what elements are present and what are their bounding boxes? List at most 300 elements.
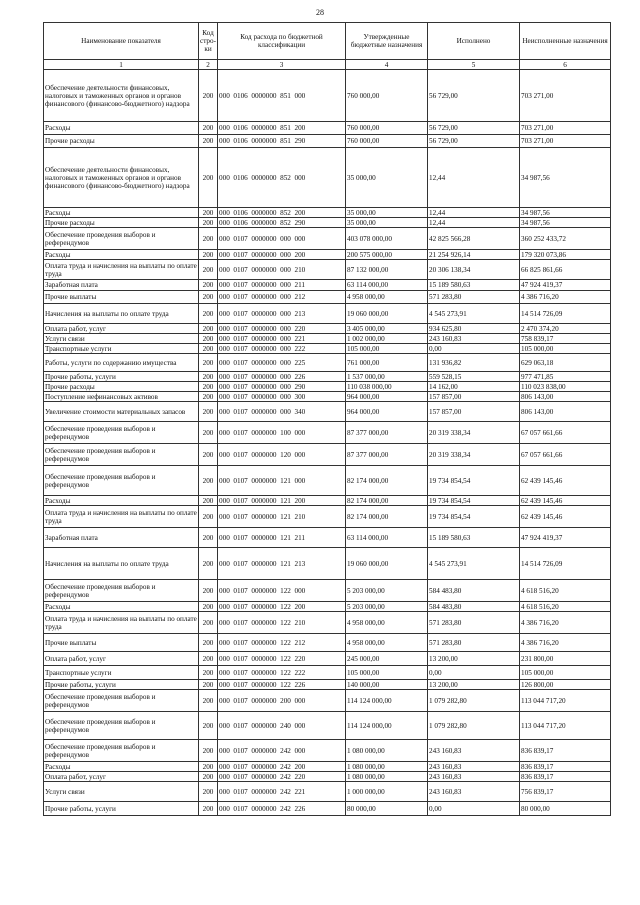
table-row	[44, 772, 611, 782]
line-code: 200	[199, 70, 218, 122]
line-code: 200	[199, 392, 218, 402]
executed-amount: 157 857,00	[428, 392, 520, 402]
executed-amount: 12,44	[428, 218, 520, 228]
expense-code: 000 0107 0000000 000 225	[218, 354, 346, 372]
executed-amount: 56 729,00	[428, 122, 520, 135]
expense-code: 000 0107 0000000 000 221	[218, 334, 346, 344]
header-approved: Утвержденные бюджетные назначения	[346, 23, 428, 60]
unexecuted-amount: 126 800,00	[520, 680, 611, 690]
indicator-name: Увеличение стоимости материальных запасов	[44, 402, 199, 422]
expense-code: 000 0107 0000000 000 213	[218, 304, 346, 324]
unexecuted-amount: 4 618 516,20	[520, 602, 611, 612]
approved-amount: 87 377 000,00	[346, 444, 428, 466]
table-row	[44, 548, 611, 580]
table-row	[44, 280, 611, 291]
approved-amount: 200 575 000,00	[346, 250, 428, 260]
expense-code: 000 0107 0000000 242 226	[218, 802, 346, 816]
unexecuted-amount: 231 800,00	[520, 652, 611, 666]
approved-amount: 5 203 000,00	[346, 580, 428, 602]
executed-amount: 243 160,83	[428, 782, 520, 802]
approved-amount: 35 000,00	[346, 148, 428, 208]
table-row	[44, 334, 611, 344]
executed-amount: 13 200,00	[428, 680, 520, 690]
executed-amount: 19 734 854,54	[428, 496, 520, 506]
approved-amount: 4 958 000,00	[346, 291, 428, 304]
approved-amount: 82 174 000,00	[346, 496, 428, 506]
approved-amount: 3 405 000,00	[346, 324, 428, 334]
indicator-name: Транспортные услуги	[44, 666, 199, 680]
approved-amount: 5 203 000,00	[346, 602, 428, 612]
indicator-name: Начисления на выплаты по оплате труда	[44, 548, 199, 580]
executed-amount: 1 079 282,80	[428, 712, 520, 740]
executed-amount: 243 160,83	[428, 762, 520, 772]
executed-amount: 21 254 926,14	[428, 250, 520, 260]
line-code: 200	[199, 612, 218, 634]
approved-amount: 760 000,00	[346, 70, 428, 122]
approved-amount: 114 124 000,00	[346, 690, 428, 712]
indicator-name: Расходы	[44, 496, 199, 506]
expense-code: 000 0107 0000000 121 200	[218, 496, 346, 506]
table-row	[44, 218, 611, 228]
unexecuted-amount: 4 618 516,20	[520, 580, 611, 602]
table-row	[44, 680, 611, 690]
line-code: 200	[199, 324, 218, 334]
unexecuted-amount: 105 000,00	[520, 344, 611, 354]
indicator-name: Оплата труда и начисления на выплаты по оплате труда	[45, 261, 197, 278]
approved-amount: 80 000,00	[346, 802, 428, 816]
approved-amount: 105 000,00	[346, 344, 428, 354]
executed-amount: 157 857,00	[428, 402, 520, 422]
unexecuted-amount: 4 386 716,20	[520, 612, 611, 634]
executed-amount: 12,44	[428, 148, 520, 208]
indicator-name: Расходы	[44, 122, 199, 135]
unexecuted-amount: 62 439 145,46	[520, 496, 611, 506]
approved-amount: 964 000,00	[346, 402, 428, 422]
line-code: 200	[199, 782, 218, 802]
expense-code: 000 0107 0000000 240 000	[218, 712, 346, 740]
indicator-name: Прочие выплаты	[44, 291, 199, 304]
indicator-name: Прочие расходы	[44, 135, 199, 148]
expense-code: 000 0107 0000000 000 222	[218, 344, 346, 354]
line-code: 200	[199, 740, 218, 762]
table-row	[44, 135, 611, 148]
table-row	[44, 354, 611, 372]
expense-code: 000 0107 0000000 121 000	[218, 466, 346, 496]
expense-code: 000 0107 0000000 121 211	[218, 528, 346, 548]
table-row	[44, 250, 611, 260]
table-row	[44, 444, 611, 466]
approved-amount: 140 000,00	[346, 680, 428, 690]
executed-amount: 584 483,80	[428, 602, 520, 612]
unexecuted-amount: 14 514 726,09	[520, 548, 611, 580]
executed-amount: 934 625,80	[428, 324, 520, 334]
expense-code: 000 0107 0000000 122 220	[218, 652, 346, 666]
executed-amount: 0,00	[428, 666, 520, 680]
line-code: 200	[199, 690, 218, 712]
indicator-name: Поступление нефинансовых активов	[44, 392, 199, 402]
indicator-name: Расходы	[44, 602, 199, 612]
executed-amount: 56 729,00	[428, 135, 520, 148]
table-row	[44, 291, 611, 304]
executed-amount: 1 079 282,80	[428, 690, 520, 712]
indicator-name: Обеспечение проведения выборов и референдумов	[44, 580, 199, 602]
executed-amount: 571 283,80	[428, 634, 520, 652]
line-code: 200	[199, 444, 218, 466]
approved-amount: 87 132 000,00	[346, 260, 428, 280]
indicator-name: Расходы	[44, 762, 199, 772]
table-row	[44, 70, 611, 122]
executed-amount: 4 545 273,91	[428, 548, 520, 580]
executed-amount: 20 319 338,34	[428, 444, 520, 466]
unexecuted-amount: 2 470 374,20	[520, 324, 611, 334]
unexecuted-amount: 105 000,00	[520, 666, 611, 680]
line-code: 200	[199, 548, 218, 580]
expense-code: 000 0106 0000000 851 200	[218, 122, 346, 135]
line-code: 200	[199, 652, 218, 666]
unexecuted-amount: 62 439 145,46	[520, 506, 611, 528]
executed-amount: 243 160,83	[428, 740, 520, 762]
indicator-name: Прочие работы, услуги	[44, 680, 199, 690]
approved-amount: 4 958 000,00	[346, 634, 428, 652]
indicator-name: Обеспечение проведения выборов и референдумов	[44, 740, 199, 762]
unexecuted-amount: 756 839,17	[520, 782, 611, 802]
table-row	[44, 602, 611, 612]
unexecuted-amount: 62 439 145,46	[520, 466, 611, 496]
indicator-name: Расходы	[44, 250, 199, 260]
approved-amount: 63 114 000,00	[346, 528, 428, 548]
approved-amount: 35 000,00	[346, 208, 428, 218]
line-code: 200	[199, 762, 218, 772]
unexecuted-amount: 360 252 433,72	[520, 228, 611, 250]
column-number: 5	[428, 60, 520, 70]
line-code: 200	[199, 135, 218, 148]
table-row	[44, 712, 611, 740]
indicator-name: Оплата труда и начисления на выплаты по оплате труда	[44, 612, 199, 634]
approved-amount: 110 038 000,00	[346, 382, 428, 392]
table-row	[44, 304, 611, 324]
indicator-name: Обеспечение проведения выборов и референдумов	[44, 690, 199, 712]
expense-code: 000 0107 0000000 100 000	[218, 422, 346, 444]
indicator-name: Прочие работы, услуги	[44, 802, 199, 816]
indicator-name: Обеспечение проведения выборов и референдумов	[44, 444, 199, 466]
table-row	[44, 324, 611, 334]
line-code: 200	[199, 372, 218, 382]
table-row	[44, 466, 611, 496]
expense-code: 000 0107 0000000 122 000	[218, 580, 346, 602]
unexecuted-amount: 14 514 726,09	[520, 304, 611, 324]
unexecuted-amount: 67 057 661,66	[520, 444, 611, 466]
executed-amount: 12,44	[428, 208, 520, 218]
indicator-name: Прочие расходы	[44, 382, 199, 392]
approved-amount: 760 000,00	[346, 135, 428, 148]
header-indicator-name: Наименование показателя	[44, 23, 199, 60]
unexecuted-amount: 113 044 717,20	[520, 712, 611, 740]
expense-code: 000 0107 0000000 122 200	[218, 602, 346, 612]
line-code: 200	[199, 148, 218, 208]
approved-amount: 1 002 000,00	[346, 334, 428, 344]
table-row	[44, 372, 611, 382]
executed-amount: 15 189 580,63	[428, 528, 520, 548]
approved-amount: 1 000 000,00	[346, 782, 428, 802]
table-row	[44, 122, 611, 135]
executed-amount: 571 283,80	[428, 291, 520, 304]
line-code: 200	[199, 666, 218, 680]
indicator-name: Транспортные услуги	[44, 344, 199, 354]
unexecuted-amount: 67 057 661,66	[520, 422, 611, 444]
unexecuted-amount: 4 386 716,20	[520, 634, 611, 652]
executed-amount: 584 483,80	[428, 580, 520, 602]
indicator-name: Оплата работ, услуг	[44, 652, 199, 666]
approved-amount: 4 958 000,00	[346, 612, 428, 634]
line-code: 200	[199, 208, 218, 218]
approved-amount: 82 174 000,00	[346, 506, 428, 528]
table-body	[44, 70, 611, 816]
line-code: 200	[199, 772, 218, 782]
executed-amount: 20 306 138,34	[428, 260, 520, 280]
line-code: 200	[199, 712, 218, 740]
column-number: 4	[346, 60, 428, 70]
expense-code: 000 0107 0000000 122 226	[218, 680, 346, 690]
expense-code: 000 0107 0000000 000 000	[218, 228, 346, 250]
unexecuted-amount: 703 271,00	[520, 135, 611, 148]
unexecuted-amount: 34 987,56	[520, 218, 611, 228]
table-row	[44, 612, 611, 634]
indicator-name: Оплата работ, услуг	[44, 324, 199, 334]
page-number: 28	[316, 8, 324, 17]
expense-code: 000 0107 0000000 242 000	[218, 740, 346, 762]
line-code: 200	[199, 291, 218, 304]
expense-code: 000 0107 0000000 121 210	[218, 506, 346, 528]
expense-code: 000 0107 0000000 000 210	[218, 260, 346, 280]
expense-code: 000 0107 0000000 120 000	[218, 444, 346, 466]
expense-code: 000 0107 0000000 000 290	[218, 382, 346, 392]
table-row	[44, 528, 611, 548]
indicator-name: Обеспечение проведения выборов и референдумов	[44, 712, 199, 740]
unexecuted-amount: 836 839,17	[520, 772, 611, 782]
approved-amount: 1 080 000,00	[346, 772, 428, 782]
approved-amount: 19 060 000,00	[346, 304, 428, 324]
line-code: 200	[199, 382, 218, 392]
line-code: 200	[199, 228, 218, 250]
unexecuted-amount: 47 924 419,37	[520, 280, 611, 291]
approved-amount: 245 000,00	[346, 652, 428, 666]
unexecuted-amount: 113 044 717,20	[520, 690, 611, 712]
approved-amount: 19 060 000,00	[346, 548, 428, 580]
approved-amount: 87 377 000,00	[346, 422, 428, 444]
unexecuted-amount: 758 839,17	[520, 334, 611, 344]
executed-amount: 131 936,82	[428, 354, 520, 372]
header-row	[44, 23, 611, 60]
line-code: 200	[199, 602, 218, 612]
indicator-name: Заработная плата	[44, 280, 199, 291]
executed-amount: 571 283,80	[428, 612, 520, 634]
unexecuted-amount: 47 924 419,37	[520, 528, 611, 548]
indicator-name: Прочие выплаты	[44, 634, 199, 652]
table-row	[44, 802, 611, 816]
line-code: 200	[199, 402, 218, 422]
expense-code: 000 0107 0000000 200 000	[218, 690, 346, 712]
table-row	[44, 422, 611, 444]
expense-code: 000 0107 0000000 000 200	[218, 250, 346, 260]
expense-code: 000 0107 0000000 242 221	[218, 782, 346, 802]
executed-amount: 42 825 566,28	[428, 228, 520, 250]
line-code: 200	[199, 680, 218, 690]
expense-code: 000 0107 0000000 000 340	[218, 402, 346, 422]
column-number: 1	[44, 60, 199, 70]
executed-amount: 243 160,83	[428, 772, 520, 782]
unexecuted-amount: 80 000,00	[520, 802, 611, 816]
unexecuted-amount: 806 143,00	[520, 402, 611, 422]
unexecuted-amount: 836 839,17	[520, 740, 611, 762]
expense-code: 000 0106 0000000 852 200	[218, 208, 346, 218]
line-code: 200	[199, 580, 218, 602]
approved-amount: 82 174 000,00	[346, 466, 428, 496]
unexecuted-amount: 34 987,56	[520, 208, 611, 218]
table-row	[44, 740, 611, 762]
column-number-row	[44, 60, 611, 70]
approved-amount: 964 000,00	[346, 392, 428, 402]
unexecuted-amount: 977 471,85	[520, 372, 611, 382]
unexecuted-amount: 4 386 716,20	[520, 291, 611, 304]
indicator-name: Обеспечение деятельности финансовых, налоговых и таможенных органов и органов финансового (финансово-бюджетного) надзора	[44, 148, 199, 208]
indicator-name: Услуги связи	[44, 334, 199, 344]
unexecuted-amount: 34 987,56	[520, 148, 611, 208]
expense-code: 000 0106 0000000 851 000	[218, 70, 346, 122]
indicator-name: Обеспечение проведения выборов и референдумов	[44, 466, 199, 496]
approved-amount: 761 000,00	[346, 354, 428, 372]
indicator-name: Обеспечение проведения выборов и референдумов	[44, 228, 199, 250]
executed-amount: 4 545 273,91	[428, 304, 520, 324]
line-code: 200	[199, 334, 218, 344]
expense-code: 000 0107 0000000 000 226	[218, 372, 346, 382]
column-number: 6	[520, 60, 611, 70]
executed-amount: 13 200,00	[428, 652, 520, 666]
unexecuted-amount: 836 839,17	[520, 762, 611, 772]
line-code: 200	[199, 802, 218, 816]
column-number: 2	[199, 60, 218, 70]
executed-amount: 14 162,00	[428, 382, 520, 392]
indicator-name: Оплата работ, услуг	[44, 772, 199, 782]
budget-execution-table	[43, 22, 611, 816]
header-line-code: Код стро-ки	[199, 23, 218, 60]
indicator-name: Начисления на выплаты по оплате труда	[44, 304, 199, 324]
expense-code: 000 0107 0000000 242 220	[218, 772, 346, 782]
executed-amount: 19 734 854,54	[428, 466, 520, 496]
line-code: 200	[199, 250, 218, 260]
table-row	[44, 782, 611, 802]
line-code: 200	[199, 304, 218, 324]
table-row	[44, 652, 611, 666]
expense-code: 000 0107 0000000 242 200	[218, 762, 346, 772]
approved-amount: 114 124 000,00	[346, 712, 428, 740]
expense-code: 000 0107 0000000 000 211	[218, 280, 346, 291]
table-row	[44, 506, 611, 528]
indicator-name: Обеспечение деятельности финансовых, налоговых и таможенных органов и органов финансового (финансово-бюджетного) надзора	[44, 70, 199, 122]
executed-amount: 15 189 580,63	[428, 280, 520, 291]
executed-amount: 0,00	[428, 802, 520, 816]
approved-amount: 35 000,00	[346, 218, 428, 228]
indicator-name: Заработная плата	[44, 528, 199, 548]
unexecuted-amount: 110 023 838,00	[520, 382, 611, 392]
expense-code: 000 0106 0000000 851 290	[218, 135, 346, 148]
table-row	[44, 690, 611, 712]
table-row	[44, 580, 611, 602]
unexecuted-amount: 703 271,00	[520, 122, 611, 135]
line-code: 200	[199, 218, 218, 228]
indicator-name: Расходы	[44, 208, 199, 218]
line-code: 200	[199, 634, 218, 652]
table-row	[44, 344, 611, 354]
expense-code: 000 0107 0000000 000 220	[218, 324, 346, 334]
executed-amount: 243 160,83	[428, 334, 520, 344]
table-row	[44, 208, 611, 218]
approved-amount: 1 080 000,00	[346, 740, 428, 762]
line-code: 200	[199, 354, 218, 372]
approved-amount: 760 000,00	[346, 122, 428, 135]
executed-amount: 56 729,00	[428, 70, 520, 122]
table-row	[44, 260, 611, 280]
line-code: 200	[199, 344, 218, 354]
unexecuted-amount: 66 825 861,66	[520, 260, 611, 280]
executed-amount: 19 734 854,54	[428, 506, 520, 528]
line-code: 200	[199, 496, 218, 506]
indicator-name: Услуги связи	[44, 782, 199, 802]
unexecuted-amount: 179 320 073,86	[520, 250, 611, 260]
approved-amount: 63 114 000,00	[346, 280, 428, 291]
table-row	[44, 382, 611, 392]
expense-code: 000 0106 0000000 852 290	[218, 218, 346, 228]
indicator-name: Прочие работы, услуги	[44, 372, 199, 382]
line-code: 200	[199, 506, 218, 528]
approved-amount: 1 080 000,00	[346, 762, 428, 772]
line-code: 200	[199, 122, 218, 135]
executed-amount: 559 528,15	[428, 372, 520, 382]
approved-amount: 105 000,00	[346, 666, 428, 680]
table-row	[44, 634, 611, 652]
header-unexecuted: Неисполненные назначения	[520, 23, 611, 60]
table-row	[44, 762, 611, 772]
table-row	[44, 666, 611, 680]
expense-code: 000 0107 0000000 121 213	[218, 548, 346, 580]
unexecuted-amount: 629 063,18	[520, 354, 611, 372]
table-row	[44, 148, 611, 208]
expense-code: 000 0107 0000000 122 222	[218, 666, 346, 680]
column-number: 3	[218, 60, 346, 70]
line-code: 200	[199, 466, 218, 496]
line-code: 200	[199, 260, 218, 280]
header-expense-code: Код расхода по бюджетной классификации	[218, 23, 346, 60]
line-code: 200	[199, 528, 218, 548]
line-code: 200	[199, 422, 218, 444]
approved-amount: 403 078 000,00	[346, 228, 428, 250]
approved-amount: 1 537 000,00	[346, 372, 428, 382]
expense-code: 000 0107 0000000 000 300	[218, 392, 346, 402]
expense-code: 000 0106 0000000 852 000	[218, 148, 346, 208]
expense-code: 000 0107 0000000 122 210	[218, 612, 346, 634]
expense-code: 000 0107 0000000 000 212	[218, 291, 346, 304]
indicator-name: Обеспечение проведения выборов и референдумов	[44, 422, 199, 444]
indicator-name: Прочие расходы	[44, 218, 199, 228]
table-row	[44, 228, 611, 250]
table-row	[44, 402, 611, 422]
table-row	[44, 496, 611, 506]
unexecuted-amount: 703 271,00	[520, 70, 611, 122]
expense-code: 000 0107 0000000 122 212	[218, 634, 346, 652]
executed-amount: 20 319 338,34	[428, 422, 520, 444]
executed-amount: 0,00	[428, 344, 520, 354]
header-executed: Исполнено	[428, 23, 520, 60]
indicator-name: Оплата труда и начисления на выплаты по оплате труда	[44, 506, 199, 528]
